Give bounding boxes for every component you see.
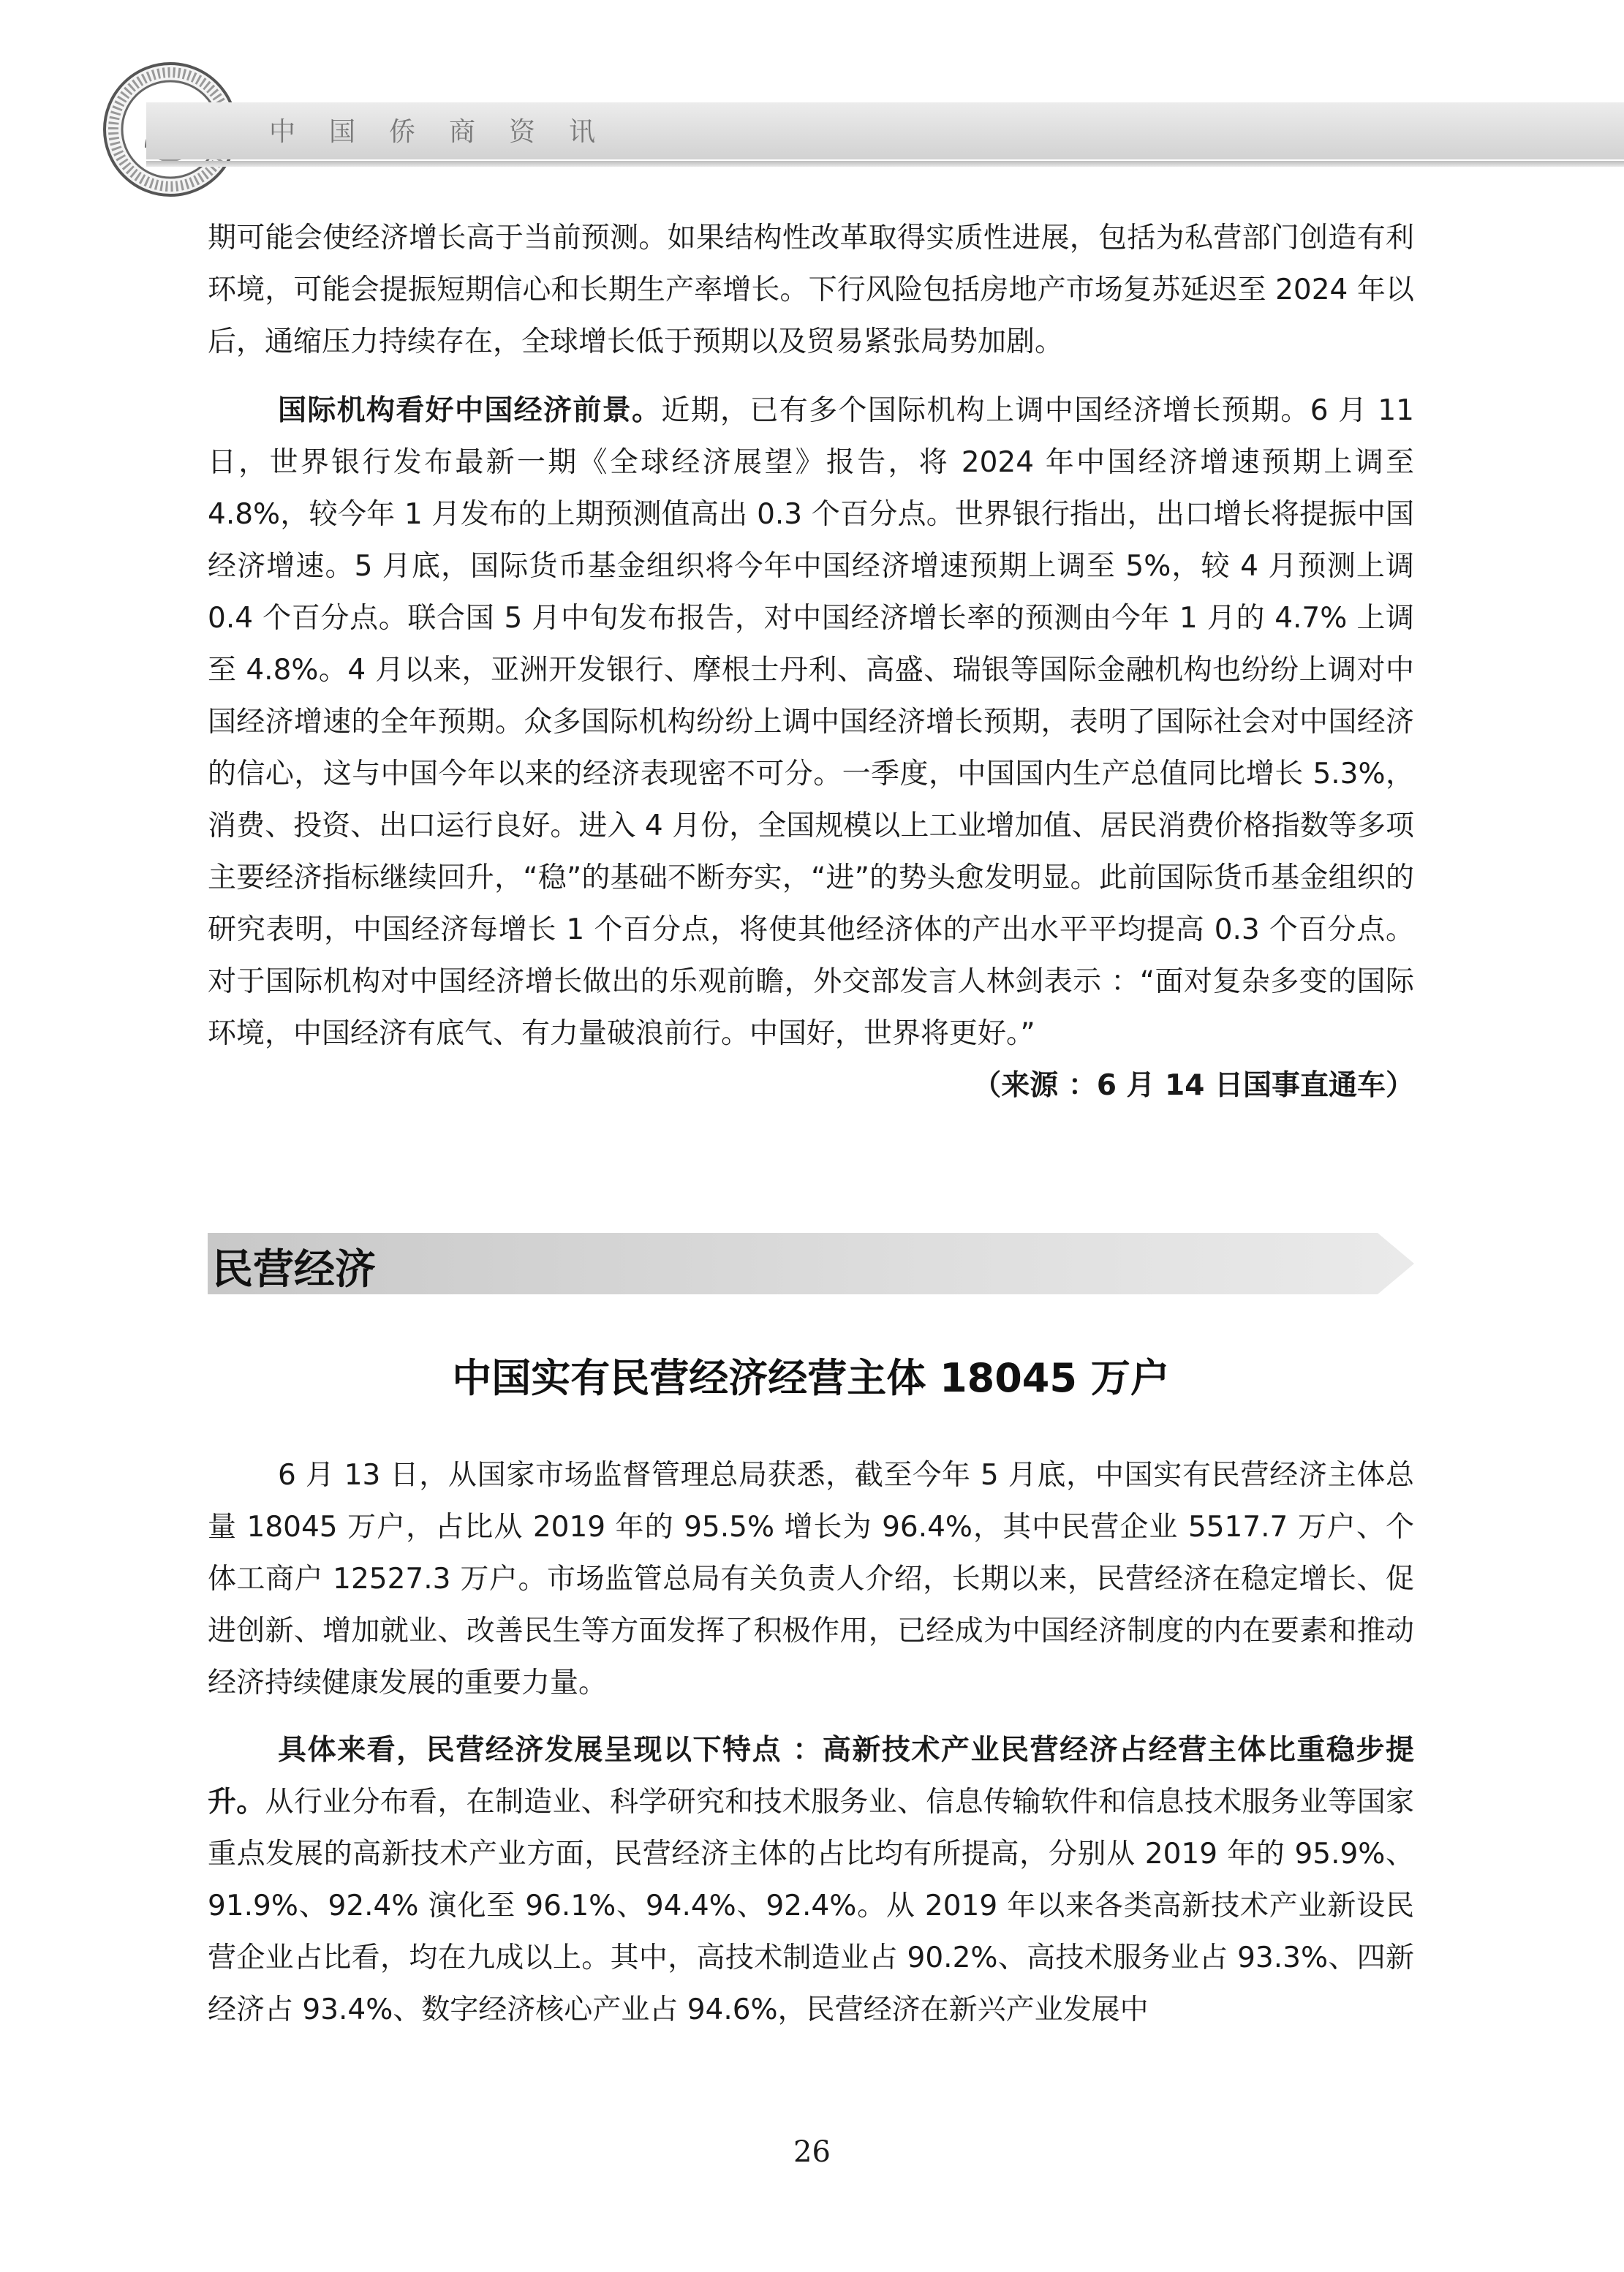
paragraph-international-outlook — [208, 385, 1414, 1112]
section-bar — [208, 1233, 1414, 1294]
source-citation: （来源 ：6 月 14 日国事直通车） — [972, 1069, 1414, 1102]
section-title: 民营经济 — [212, 1245, 376, 1294]
paragraph-text: 6 月 13 日，从国家市场监督管理总局获悉，截至今年 5 月底，中国实有民营经济主体总量 18045 万户，占比从 2019 年的 95.5% 增长为 96.4%，其中民营企业 5517.7 万户、个体工商户 12527.3 万户。市场监管总局有关负责人介绍，长期以来，民营经济在稳定增长、促进创新、增加就业、改善民生等方面发挥了积极作用，已经成为中国经济制度的内在要素和推动经济持续健康发展的重要力量。 — [208, 1459, 1414, 1699]
paragraph-continuation — [208, 212, 1414, 368]
page-number: 26 — [793, 2135, 831, 2169]
paragraph-private-economy — [208, 1449, 1414, 1709]
paragraph-text: 从行业分布看，在制造业、科学研究和技术服务业、信息传输软件和信息技术服务业等国家重点发展的高新技术产业方面，民营经济主体的占比均有所提高，分别从 2019 年的 95.9%、91.9%、92.4% 演化至 96.1%、94.4%、92.4%。从 2019 年以来各类高新技术产业新设民营企业占比看，均在九成以上。其中，高技术制造业占 90.2%、高技术服务业占 93.3%、四新经济占 93.4%、数字经济核心产业占 94.6%，民营经济在新兴产业发展中 — [208, 1786, 1414, 2026]
publication-title: 中国侨商资讯 — [269, 117, 630, 147]
paragraph-text: 期可能会使经济增长高于当前预测。如果结构性改革取得实质性进展，包括为私营部门创造有利环境，可能会提振短期信心和长期生产率增长。下行风险包括房地产市场复苏延迟至 2024 年以后，通缩压力持续存在，全球增长低于预期以及贸易紧张局势加剧。 — [208, 222, 1414, 358]
article-title: 中国实有民营经济经营主体 18045 万户 — [452, 1355, 1170, 1401]
paragraph-text: 近期，已有多个国际机构上调中国经济增长预期。6 月 11 日，世界银行发布最新一期《全球经济展望》报告，将 2024 年中国经济增速预期上调至 4.8%，较今年 1 月发布的上期预测值高出 0.3 个百分点。世界银行指出，出口增长将提振中国经济增速。5 月底，国际货币基金组织将今年中国经济增速预期上调至 5%，较 4 月预测上调 0.4 个百分点。联合国 5 月中旬发布报告，对中国经济增长率的预测由今年 1 月的 4.7% 上调至 4.8%。4 月以来，亚洲开发银行、摩根士丹利、高盛、瑞银等国际金融机构也纷纷上调对中国经济增速的全年预期。众多国际机构纷纷上调中国经济增长预期，表明了国际社会对中国经济的信心，这与中国今年以来的经济表现密不可分。一季度，中国国内生产总值同比增长 5.3%，消费、投资、出口运行良好。进入 4 月份，全国规模以上工业增加值、居民消费价格指数等多项主要经济指标继续回升，“稳”的基础不断夯实，“进”的势头愈发明显。此前国际货币基金组织的研究表明，中国经济每增长 1 个百分点，将使其他经济体的产出水平平均提高 0.3 个百分点。对于国际机构对中国经济增长做出的乐观前瞻，外交部发言人林剑表示 ：“面对复杂多变的国际环境，中国经济有底气、有力量破浪前行。中国好，世界将更好。” — [208, 394, 1414, 1050]
paragraph-body — [208, 1724, 1414, 2036]
paragraph-body — [208, 385, 1414, 1060]
paragraph-lead: 具体来看，民营经济发展呈现以下特点 ：高新技术产业民营经济占经营主体比重稳步提升。 — [208, 1734, 1414, 1819]
paragraph-lead: 国际机构看好中国经济前景。 — [278, 394, 662, 427]
paragraph-characteristics — [208, 1724, 1414, 2036]
